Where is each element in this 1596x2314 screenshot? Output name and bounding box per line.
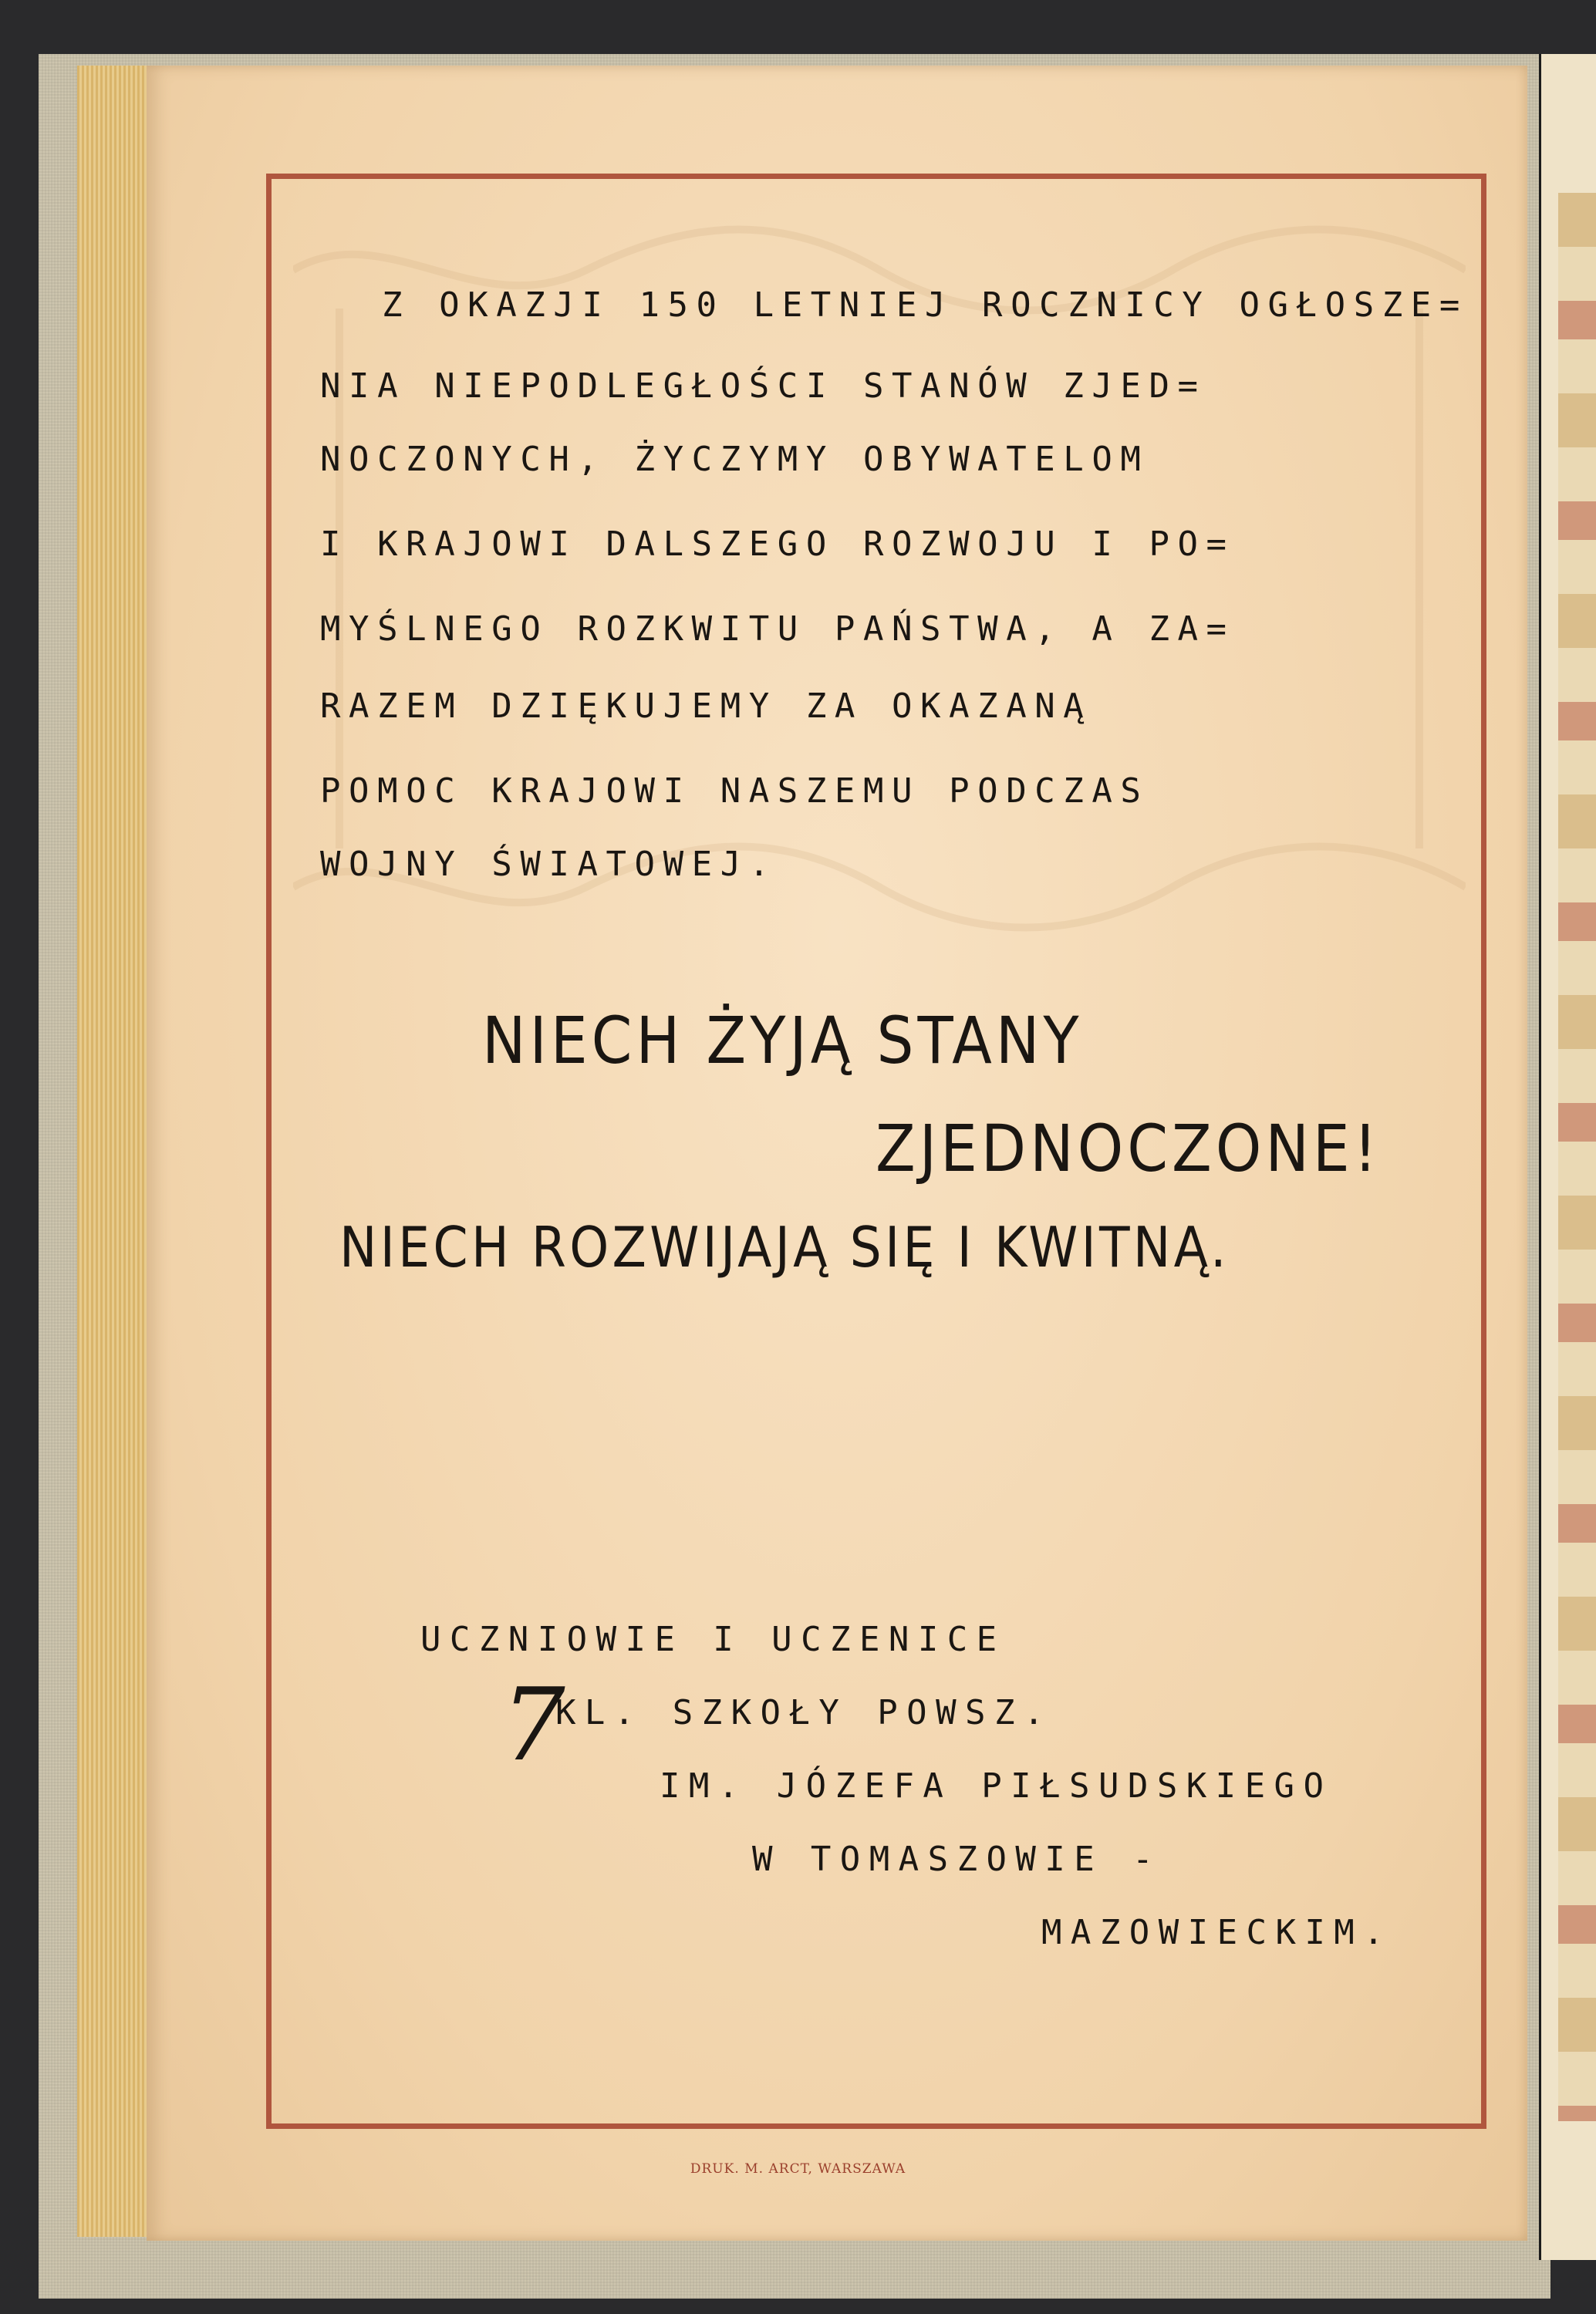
signature-line-5: MAZOWIECKIM.	[1041, 1913, 1393, 1952]
cheer-line-3: NIECH ROZWIJAJĄ SIĘ I KWITNĄ.	[339, 1215, 1230, 1280]
printer-imprint: DRUK. M. ARCT, WARSZAWA	[690, 2161, 906, 2177]
letter-line-4: I KRAJOWI DALSZEGO ROZWOJU I PO=	[320, 525, 1235, 564]
signature-line-1: UCZNIOWIE I UCZENICE	[420, 1620, 1006, 1659]
signature-line-2: KL. SZKOŁY POWSZ.	[555, 1693, 1053, 1732]
signature-line-3: IM. JÓZEFA PIŁSUDSKIEGO	[660, 1766, 1333, 1806]
class-number: 7	[501, 1666, 565, 1783]
letter-line-5: MYŚLNEGO ROZKWITU PAŃSTWA, A ZA=	[320, 609, 1235, 649]
cheer-line-1: NIECH ŻYJĄ STANY	[482, 1003, 1083, 1078]
letter-line-7: POMOC KRAJOWI NASZEMU PODCZAS	[320, 771, 1149, 811]
adjacent-page-decoration	[1558, 193, 1596, 2121]
signature-line-4: W TOMASZOWIE -	[752, 1840, 1162, 1879]
cheer-line-2: ZJEDNOCZONE!	[876, 1111, 1382, 1186]
letter-line-2: NIA NIEPODLEGŁOŚCI STANÓW ZJED=	[320, 366, 1206, 406]
letter-line-3: NOCZONYCH, ŻYCZYMY OBYWATELOM	[320, 440, 1149, 479]
letter-line-6: RAZEM DZIĘKUJEMY ZA OKAZANĄ	[320, 686, 1092, 726]
letter-line-8: WOJNY ŚWIATOWEJ.	[320, 845, 778, 884]
letter-line-1: Z OKAZJI 150 LETNIEJ ROCZNICY OGŁOSZE=	[382, 285, 1468, 325]
page-edges	[77, 66, 154, 2237]
